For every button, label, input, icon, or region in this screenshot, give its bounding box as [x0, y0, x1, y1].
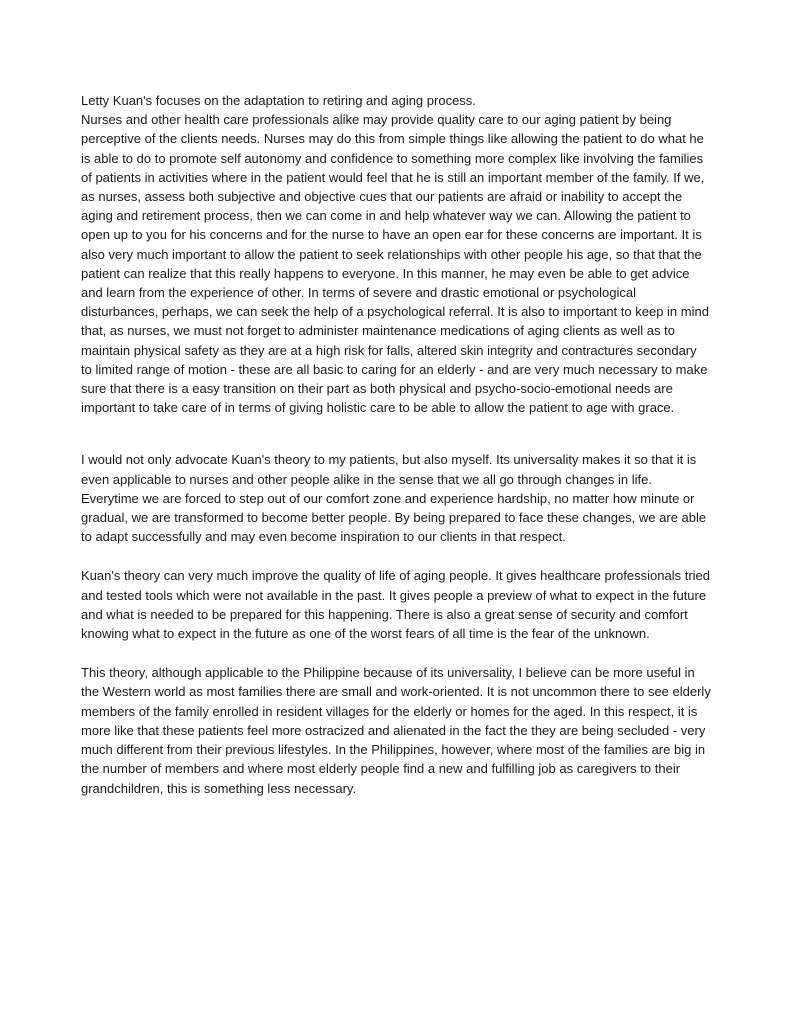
paragraph-advocacy: I would not only advocate Kuan's theory to my patients, but also myself. Its universality makes it so that it is even applicable to nurses and other people alike in the sense that we all go through changes in life. Everytime we are forced to step out of our comfort zone and experience hardship, no matter how minute or gradual, we are transformed to become better people. By being prepared to face these changes, we are able to adapt successfully and may even become inspiration to our clients in that respect.	[81, 452, 707, 545]
document-page	[81, 91, 711, 798]
paragraph-nursing-care: Nurses and other health care professionals alike may provide quality care to our aging patient by being perceptive of the clients needs. Nurses may do this from simple things like allowing the patient to do what he is able to do to promote self autonomy and confidence to something more complex like involving the families of patients in activities where in the patient would feel that he is still an important member of the family. If we, as nurses, assess both subjective and objective cues that our patients are afraid or inability to accept the aging and retirement process, then we can come in and help whatever way we can. Allowing the patient to open up to you for his concerns and for the nurse to have an open ear for these concerns are important. It is also very much important to allow the patient to seek relationships with other people his age, so that that the patient can realize that this really happens to everyone. In this manner, he may even be able to get advice and learn from the experience of other. In terms of severe and drastic emotional or psychological disturbances, perhaps, we can seek the help of a psychological referral. It is also to important to keep in mind that, as nurses, we must not forget to administer maintenance medications of aging clients as well as to maintain physical safety as they are at a high risk for falls, altered skin integrity and contractures secondary to limited range of motion - these are all basic to caring for an elderly - and are very much necessary to make sure that there is a easy transition on their part as both physical and psycho-socio-emotional needs are important to take care of in terms of giving holistic care to be able to allow the patient to age with grace.	[81, 112, 709, 416]
paragraph-quality-of-life: Kuan's theory can very much improve the quality of life of aging people. It gives healthcare professionals tried and tested tools which were not available in the past. It gives people a preview of what to expect in the future and what is needed to be prepared for this happening. There is also a great sense of security and comfort knowing what to expect in the future as one of the worst fears of all time is the fear of the unknown.	[81, 568, 710, 642]
paragraph-spacer	[81, 643, 711, 663]
paragraph-applicability: This theory, although applicable to the Philippine because of its universality, I believe can be more useful in the Western world as most families there are small and work-oriented. It is not uncommon there to see elderly members of the family enrolled in resident villages for the elderly or homes for the aged. In this respect, it is more like that these patients feel more ostracized and alienated in the fact the they are being secluded - very much different from their previous lifestyles. In the Philippines, however, where most of the families are big in the number of members and where most elderly people find a new and fulfilling job as caregivers to their grandchildren, this is something less necessary.	[81, 665, 711, 796]
paragraph-spacer	[81, 546, 711, 566]
paragraph-intro: Letty Kuan's focuses on the adaptation to retiring and aging process.	[81, 93, 476, 108]
paragraph-spacer	[81, 417, 711, 450]
